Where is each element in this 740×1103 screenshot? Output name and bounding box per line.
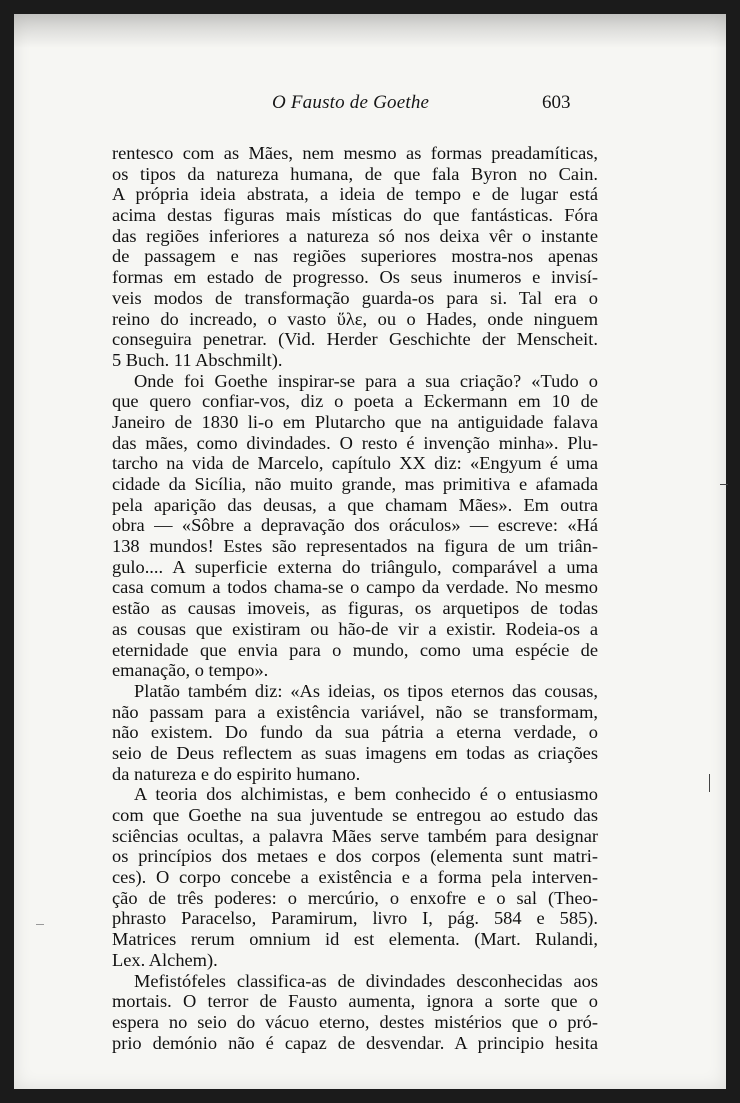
text-line: rentesco com as Mães, nem mesmo as formas preadamíticas, bbox=[112, 143, 598, 163]
text-line: Platão também diz: «As ideias, os tipos eternos das cousas, bbox=[134, 680, 598, 701]
text-line: casa comum a todos chama-se o campo da verdade. No mesmo bbox=[112, 577, 598, 598]
text-line: da natureza e do espirito humano. bbox=[112, 763, 361, 784]
text-line: conseguira penetrar. (Vid. Herder Geschichte der Menscheit. bbox=[112, 329, 598, 350]
text-line: formas em estado de progresso. Os seus inumeros e invisí- bbox=[112, 267, 598, 288]
body-text bbox=[112, 143, 598, 1053]
running-title: O Fausto de Goethe bbox=[272, 92, 430, 113]
page-header bbox=[14, 92, 726, 120]
margin-mark bbox=[720, 484, 728, 485]
text-line: gulo.... A superficie externa do triângulo, comparável a uma bbox=[112, 556, 598, 577]
page-number: 603 bbox=[542, 92, 571, 113]
text-line: prio demónio não é capaz de desvendar. A principio hesita bbox=[112, 1032, 598, 1053]
paragraph bbox=[112, 143, 598, 371]
text-line: veis modos de transformação guarda-os para si. Tal era o bbox=[112, 287, 598, 308]
text-line: das regiões inferiores a natureza só nos deixa vêr o instante bbox=[112, 225, 598, 246]
text-line: das mães, como divindades. O resto é invenção minha». Plu- bbox=[112, 432, 598, 453]
text-line: eternidade que envia para o mundo, como uma espécie de bbox=[112, 639, 598, 660]
paragraph bbox=[112, 371, 598, 681]
text-line: 138 mundos! Estes são representados na figura de um triân- bbox=[112, 536, 598, 557]
text-line: mortais. O terror de Fausto aumenta, ignora a sorte que o bbox=[112, 991, 598, 1012]
text-line: 5 Buch. 11 Abschmilt). bbox=[112, 349, 283, 370]
text-line: os princípios dos metaes e dos corpos (elementa sunt matri- bbox=[112, 846, 598, 867]
text-line: obra — «Sôbre a depravação dos oráculos» — escreve: «Há bbox=[112, 515, 598, 536]
margin-mark bbox=[709, 774, 710, 792]
text-line: que quero confiar-vos, diz o poeta a Eckermann em 10 de bbox=[112, 391, 598, 412]
scan-shadow bbox=[14, 14, 726, 48]
text-line: ces). O corpo concebe a existência e a forma pela interven- bbox=[112, 867, 598, 888]
paragraph bbox=[112, 971, 598, 1054]
text-line: seio de Deus reflectem as suas imagens em todas as criações bbox=[112, 742, 598, 763]
text-line: A própria ideia abstrata, a ideia de tempo e de lugar está bbox=[112, 184, 598, 205]
margin-mark bbox=[36, 924, 44, 925]
text-line: com que Goethe na sua juventude se entregou ao estudo das bbox=[112, 805, 598, 825]
paragraph bbox=[112, 784, 598, 970]
text-line: ção de três poderes: o mercúrio, o enxofre e o sal (Theo- bbox=[112, 887, 598, 908]
text-line: não passam para a existência variável, não se transformam, bbox=[112, 701, 598, 722]
text-line: cidade da Sicília, não muito grande, mas primitiva e afamada bbox=[112, 474, 598, 494]
text-line: estão as causas imoveis, as figuras, os arquetipos de todas bbox=[112, 598, 598, 619]
text-line: sciências ocultas, a palavra Mães serve também para designar bbox=[112, 825, 598, 846]
text-line: A teoria dos alchimistas, e bem conhecido é o entusiasmo bbox=[134, 784, 598, 805]
text-line: espera no seio do vácuo eterno, destes mistérios que o pró- bbox=[112, 1011, 598, 1032]
book-page bbox=[14, 14, 726, 1089]
text-line: não existem. Do fundo da sua pátria a eterna verdade, o bbox=[112, 722, 598, 743]
paragraph bbox=[112, 681, 598, 784]
text-line: phrasto Paracelso, Paramirum, livro I, pág. 584 e 585). bbox=[112, 908, 598, 929]
text-line: Lex. Alchem). bbox=[112, 949, 218, 970]
text-line: acima destas figuras mais místicas do que fantásticas. Fóra bbox=[112, 205, 598, 226]
text-line: os tipos da natureza humana, de que fala Byron no Cain. bbox=[112, 163, 598, 184]
text-line: Matrices rerum omnium id est elementa. (Mart. Rulandi, bbox=[112, 929, 598, 950]
text-line: tarcho na vida de Marcelo, capítulo XX diz: «Engyum é uma bbox=[112, 453, 598, 474]
text-line: de passagem e nas regiões superiores mostra-nos apenas bbox=[112, 246, 598, 267]
text-line: emanação, o tempo». bbox=[112, 660, 269, 681]
text-line: reino do increado, o vasto ὕλε, ou o Hades, onde ninguem bbox=[112, 308, 598, 329]
text-line: Onde foi Goethe inspirar-se para a sua criação? «Tudo o bbox=[134, 370, 598, 391]
text-line: Janeiro de 1830 li-o em Plutarcho que na antiguidade falava bbox=[112, 411, 598, 432]
text-line: Mefistófeles classifica-as de divindades desconhecidas aos bbox=[134, 970, 598, 991]
text-line: pela aparição das deusas, a que chamam Mães». Em outra bbox=[112, 494, 598, 515]
text-line: as cousas que existiram ou hão-de vir a existir. Rodeia-os a bbox=[112, 618, 598, 639]
